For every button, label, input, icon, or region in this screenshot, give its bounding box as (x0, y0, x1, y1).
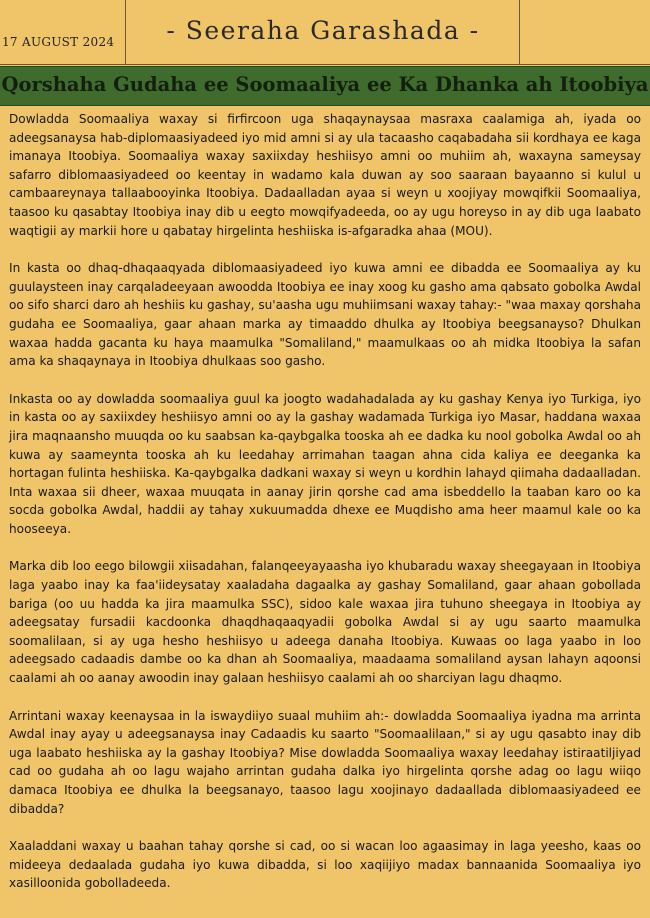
article-body (9, 110, 641, 912)
masthead (0, 0, 650, 65)
article-paragraph: Arrintani waxay keenaysaa in la iswaydiiyo suaal muhiim ah:- dowladda Soomaaliya iyadna ma arrinta Awdal inay ayay u adeegsanaysa inay Cadaadis ku saarto "Soomaalilaan," si ay ugu qasabto inay dib uga laabato heshiiska ay la gashay Itoobiya? Mise dowladda Soomaaliya waxay leedahay istiraatiljiyad cad oo gudaha ah oo lagu wajaho arrintan gudaha dalka iyo hirgelinta qorshe adag oo lagu wiiqo damaca Itoobiya ee dhulka la beegsanayo, taasoo lagu xoojinayo dadaallada diblomaasiyadeed ee dibadda? (9, 708, 641, 816)
article-paragraph: In kasta oo dhaq-dhaqaaqyada diblomaasiyadeed iyo kuwa amni ee dibadda ee Soomaaliya ay ku guulaysteen inay carqaladeeyaan awoodda Itoobiya ee inay xoog ku gasho ama qabsato gobolka Awdal oo sifo sharci daro ah heshiis ku gashay, su'aasha ugu muhiimsani waxay tahay:- "waa maxay qorshaha gudaha ee Soomaaliya, gaar ahaan marka ay timaaddo dhulka ay Itoobiya beegsanayso? Dhulkan waxaa hadda gacanta ku haya maamulka "Somaliland," maamulkaas oo ah midka Itoobiya la safan ama ka shaqaynaya in Itoobiya dhulkaas soo gasho. (9, 261, 641, 369)
article-headline: Qorshaha Gudaha ee Soomaaliya ee Ka Dhanka ah Itoobiya (1, 73, 649, 96)
headline-banner (0, 66, 650, 106)
article-paragraph: Xaaladdani waxay u baahan tahay qorshe si cad, oo si wacan loo agaasimay in laga yeesho, kaas oo mideeya dedaalada gudaha iyo kuwa dibadda, si loo xaqiijiyo madax bannaanida Soomaaliya iyo xasilloonida gobolladeeda. (9, 839, 641, 891)
publication-title: - Seeraha Garashada - (166, 16, 480, 45)
article-paragraph: Marka dib loo eego bilowgii xiisadahan, falanqeeyayaasha iyo khubaradu waxay sheegayaan in Itoobiya laga yaabo inay ka faa'iideysatay xaaladaha dagaalka ay gashay Somaliland, gaar ahaan gobollada bariga (oo uu hadda ka jira maamulka SSC), sidoo kale waxaa jira tuhuno sheegaya in Itoobiya ay adeegsatay fursadii kacdoonka dhaqdhaqaaqyadii gobolka Awdal si ay ugu saarto maamulka soomalilaan, si ay uga hesho heshiisyo u adeega danaha Itoobiya. Kuwaas oo laga yaabo in loo adeegsado cadaadis dambe oo ka dhan ah Soomaaliya, maadaama somaliland aysan lahayn aqoonsi caalami ah oo aanay awoodin inay galaan heshiisyo caalami ah oo sharciyan lagu dhaqmo. (9, 559, 641, 686)
article-paragraph: Inkasta oo ay dowladda soomaaliya guul ka joogto wadahadalada ay ku gashay Kenya iyo Turkiga, iyo in kasta oo ay saxiixdey heshiisyo amni oo ay la gashay wadamada Turkiga iyo Masar, haddana waxaa jira maqnaansho muuqda oo ku saabsan ka-qaybgalka tooska ah ee dadka ku nool gobolka Awdal oo ah kuwa ay saameynta tooska ah ku leedahay arrimahan taagan ahna cida kaliya ee deeganka ka hortagan fulinta heshiiska. Ka-qaybgalka dadkani waxay si weyn u kordhin lahayd qiimaha dadaalladan. Inta waxaa sii dheer, waxaa muuqata in aanay jirin qorshe cad ama isbeddello la taaban karo oo ka socda gobolka Awdal, haddii ay tahay xukuumadda dhexe ee Muqdisho ama heer maamul kale oo ka hooseeya. (9, 391, 641, 536)
issue-date: 17 AUGUST 2024 (2, 35, 115, 49)
article-paragraph: Dowladda Soomaaliya waxay si firfircoon uga shaqaynaysaa masraxa caalamiga ah, iyada oo adeegsanaysa hab-diplomaasiyadeed iyo mid amni si ay ula tacaasho caqabadaha sii kordhaya ee kaga imanaya Itoobiya. Soomaaliya waxay saxiixday heshiisyo amni oo muhiim ah, waxayna sameysay safarro diblomaasiyadeed oo keentay in wadamo kala duwan ay soo saaraan bayaanno si kulul u cambaareynaya tallaabooyinka Itoobiya. Dadaalladan ayaa si weyn u xoojiyay mowqifkii Soomaaliya, taasoo ku qasabtay Itoobiya inay dib u eegto mowqifyadeeda, oo ay ugu horeyso in ay dib uga laabato waqtigii ay markii hore u qabatay hirgelinta heshiiska is-afgaradka ahaa (MOU). (9, 112, 641, 238)
masthead-divider (519, 0, 520, 64)
